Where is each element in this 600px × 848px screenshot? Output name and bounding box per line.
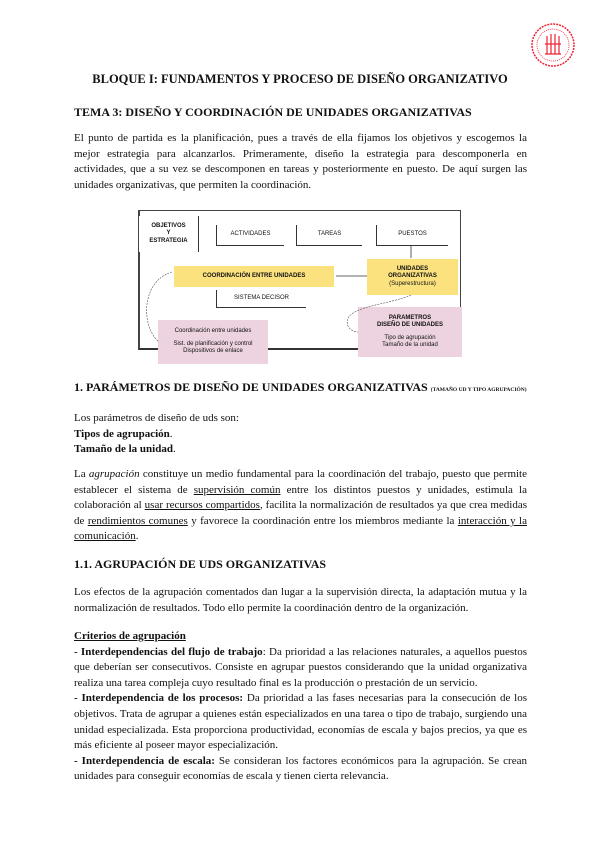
section-1-heading-text: 1. PARÁMETROS DE DISEÑO DE UNIDADES ORGANIZATIVAS (74, 380, 428, 394)
box-sistema-decisor: SISTEMA DECISOR (216, 290, 306, 308)
list-lead: Los parámetros de diseño de uds son: (74, 412, 239, 424)
criterios-block (74, 629, 527, 785)
diagram-arrows (136, 206, 466, 366)
section-1-heading-note: (TAMAÑO UD Y TIPO AGRUPACIÓN) (430, 387, 527, 393)
efectos-paragraph: Los efectos de la agrupación comentados dan lugar a la supervisión directa, la adaptación mutua y la normalización de resultados. Todo ello permite la coordinación dentro de la organización. (74, 586, 527, 614)
objetivos-line: OBJETIVOS (151, 222, 186, 229)
coordinacion-line: Dispositivos de enlace (183, 348, 243, 355)
section-1-heading (74, 380, 527, 395)
parametros-line: Tipo de agrupación (384, 334, 436, 341)
list-item-label: Tamaño de la unidad (74, 443, 173, 456)
objetivos-line: Y (166, 230, 171, 237)
agrupacion-paragraph: La agrupación constituye un medio fundamental para la coordinación del trabajo, puesto que permite establecer el sistema de supervisión común entre los distintos puestos y unidades, estimula la colaboración al usar recursos compartidos, facilita la normalización de resultados ya que crea medidas de rendimientos comunes y favorece la coordinación entre los miembros mediante la interacción y la comunicación. (74, 468, 528, 543)
objetivos-line: ESTRATEGIA (149, 237, 188, 244)
list-item: Tamaño de la unidad. (74, 443, 176, 456)
unidades-line: ORGANIZATIVAS (388, 273, 437, 280)
coordinacion-line: Coordinación entre unidades (174, 328, 252, 335)
box-actividades: ACTIVIDADES (216, 225, 284, 246)
document-title: BLOQUE I: FUNDAMENTOS Y PROCESO DE DISEÑO ORGANIZATIVO (92, 72, 508, 86)
criterio-item: - Interdependencia de los procesos: Da prioridad a las fases necesarias para la consecución de los objetivos. Trata de agrupar a quienes están especializados en una tarea o tipo de trabajo, surgiendo una unidad especializada. Esta proporciona productividad, economías de escala y bajos precios, ya que es más eficiente al poseer mayor especialización. (74, 692, 527, 752)
box-puestos: PUESTOS (376, 225, 448, 246)
parametros-line: Tamaño de la unidad (382, 342, 438, 348)
section-1-list (74, 411, 527, 458)
criterio-item: - Interdependencia de escala: Se consideran los factores económicos para la agrupación. Se crean unidades para conseguir economías de escala y tienen cierta relevancia. (74, 754, 527, 783)
criterio-item: - Interdependencias del flujo de trabajo: Da prioridad a las relaciones naturales, a aquellos puestos que deberían ser consecutivos. Consiste en agrupar puestos considerando que la unidad organizativa realiza una tarea compleja cuyo resultado final es la producción o prestación de un servicio. (74, 645, 528, 689)
box-coordinacion-entre-unidades: COORDINACIÓN ENTRE UNIDADES (174, 266, 334, 287)
intro-paragraph: El punto de partida es la planificación, pues a través de ella fijamos los objetivos y escogemos la mejor estrategia para alcanzarlos. Primeramente, diseño la estrategia para descomponerla en actividades, que a su vez se descomponen en tareas y posteriormente en puesto. De aquí surgen las unidades organizativas, que permiten la coordinación. (74, 132, 527, 191)
section-1-1-heading: 1.1. AGRUPACIÓN DE UDS ORGANIZATIVAS (74, 557, 327, 571)
list-item-label: Tipos de agrupación (74, 427, 170, 440)
parametros-line: PARAMETROS (388, 314, 432, 321)
parametros-line: DISEÑO DE UNIDADES (376, 322, 443, 328)
unidades-line: (Superestructura) (389, 280, 436, 287)
organization-diagram (136, 206, 466, 366)
criterios-heading: Criterios de agrupación (74, 630, 186, 642)
unidades-line: UNIDADES (396, 265, 429, 272)
box-tareas: TAREAS (296, 225, 362, 246)
coordinacion-line: Sist. de planificación y control (173, 340, 253, 347)
university-seal-logo (530, 22, 576, 68)
list-item: Tipos de agrupación. (74, 427, 173, 440)
tema-heading: TEMA 3: DISEÑO Y COORDINACIÓN DE UNIDADES ORGANIZATIVAS (74, 105, 472, 119)
